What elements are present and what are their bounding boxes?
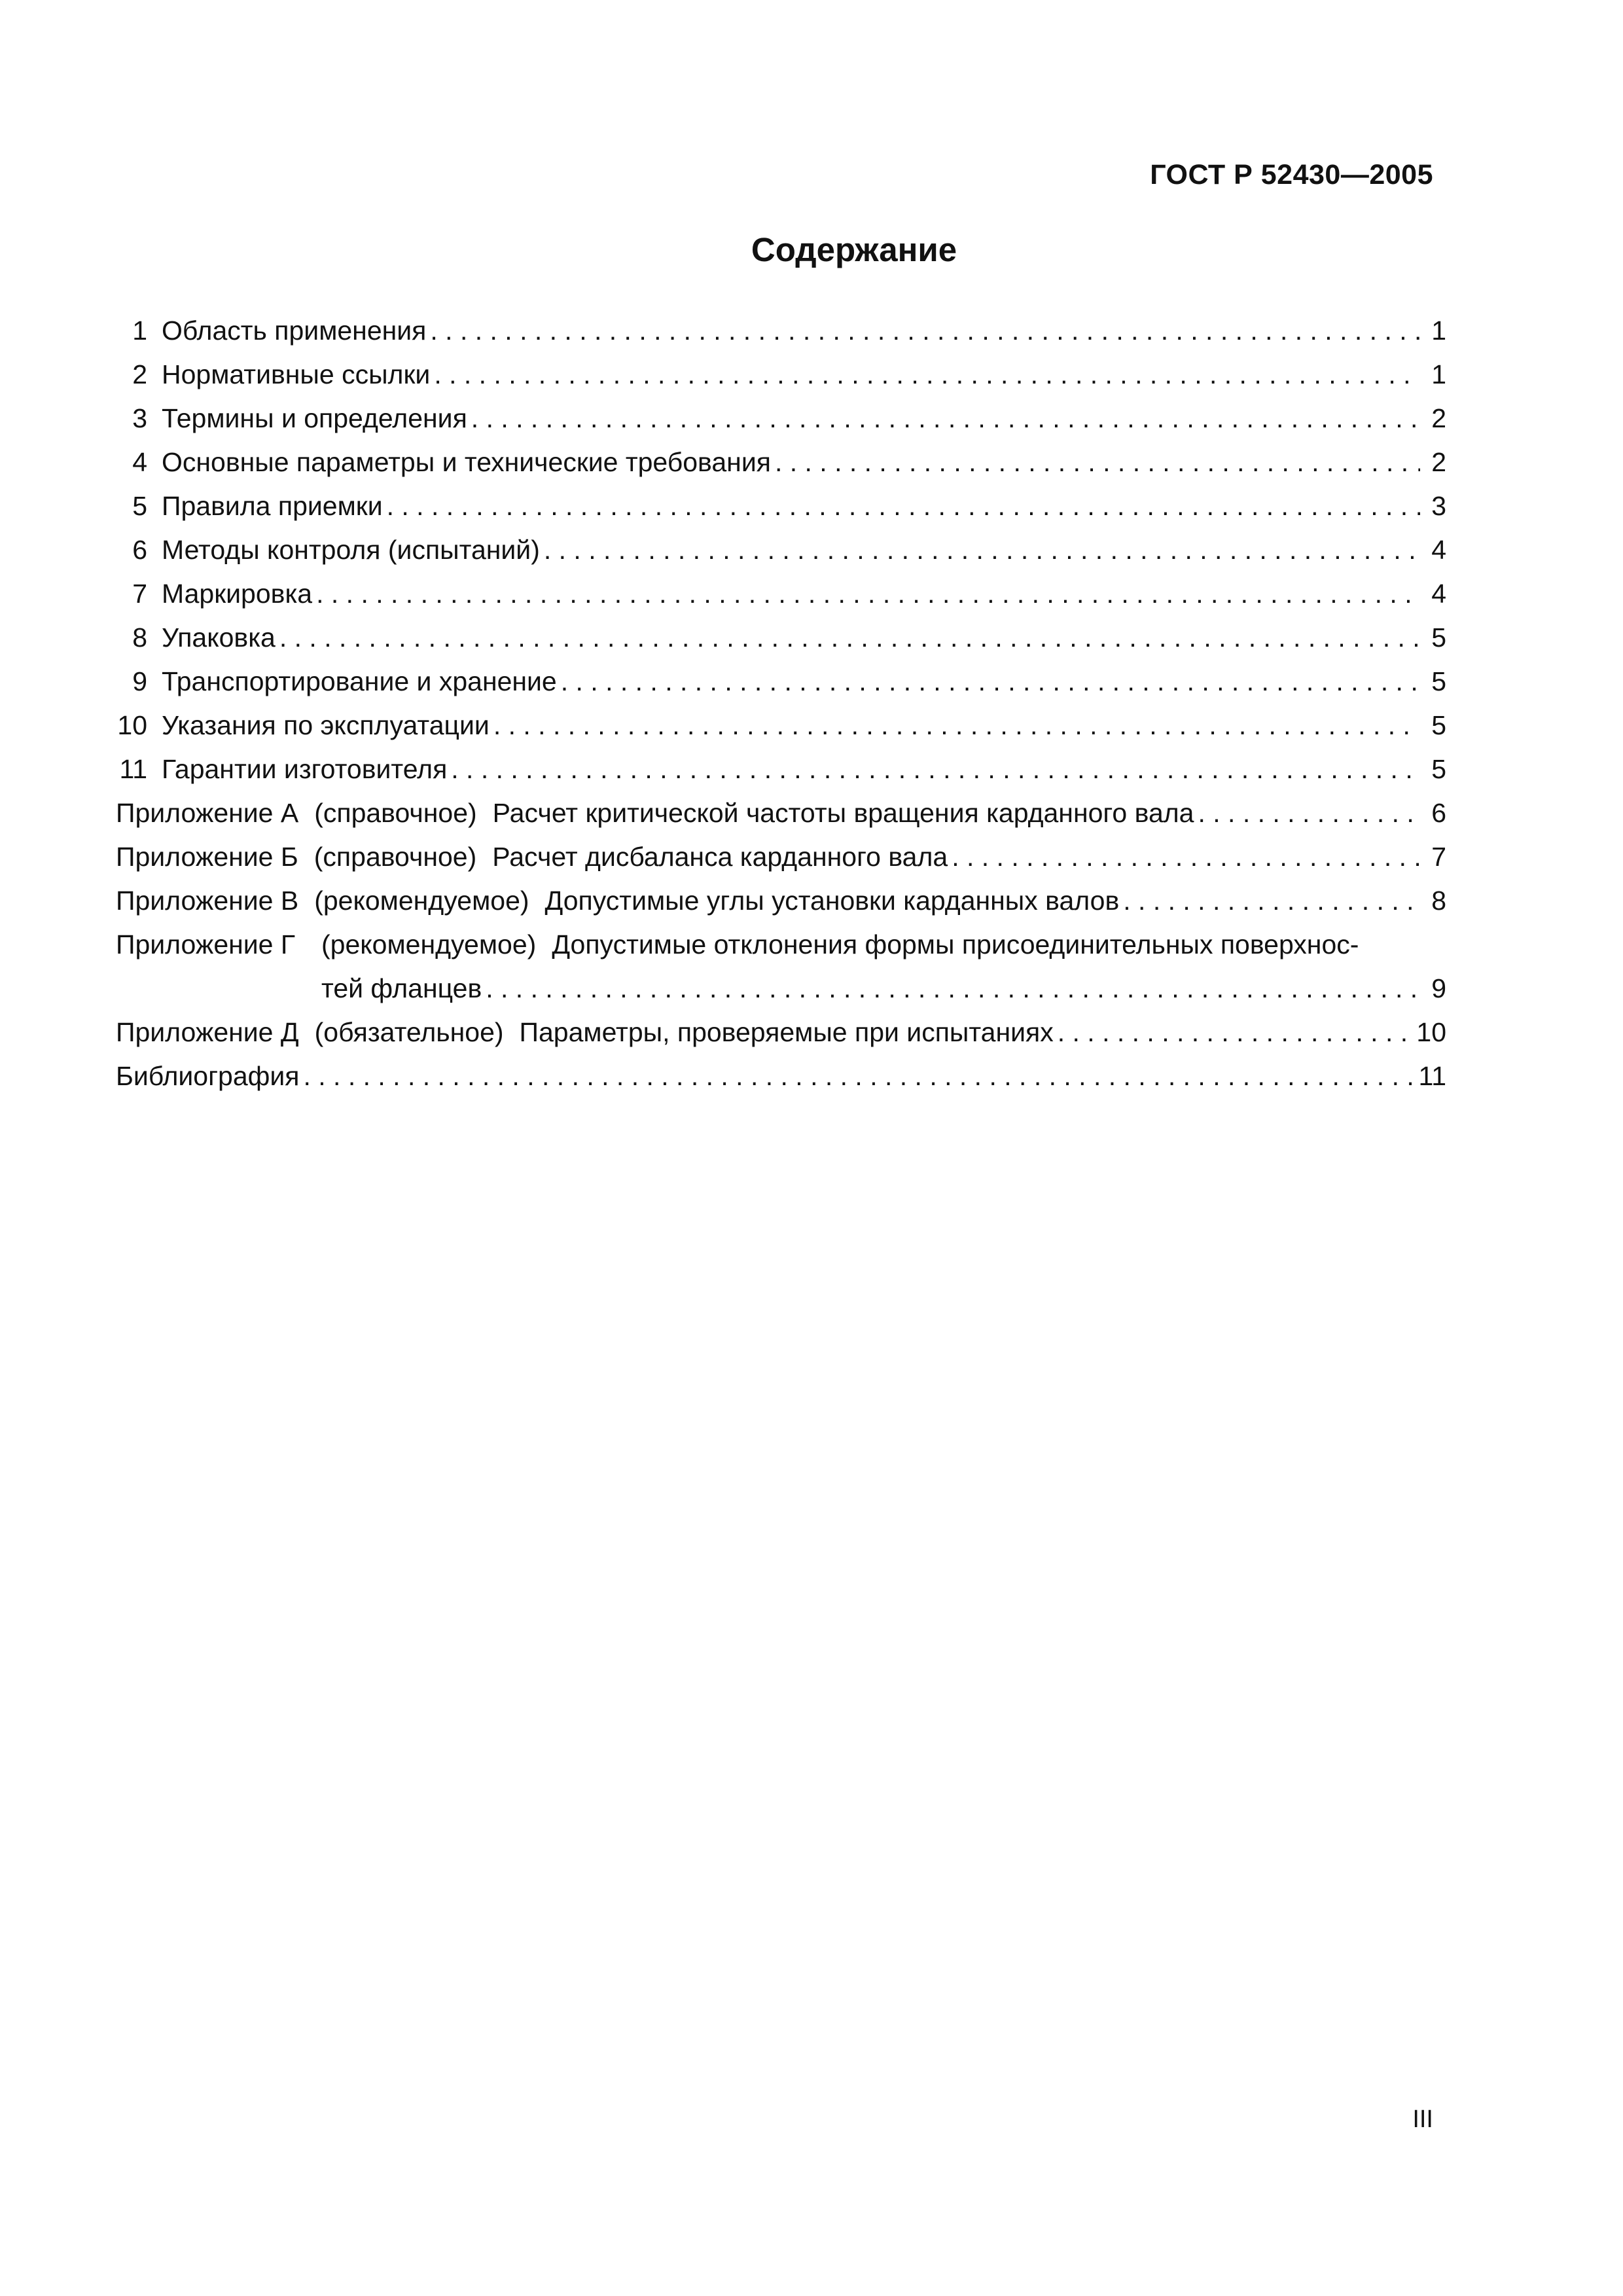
toc-entry-page: 1 [1431, 359, 1446, 389]
toc-entry-page: 2 [1431, 403, 1446, 433]
toc-entry-number: 5 [132, 491, 147, 521]
toc-entry-page: 10 [1416, 1017, 1446, 1047]
toc-entry-page: 9 [1431, 973, 1446, 1003]
toc-appendix-v[interactable] [116, 879, 1446, 923]
toc-appendix-b[interactable] [116, 835, 1446, 879]
toc-entry-1[interactable] [116, 309, 1446, 353]
toc-entry-number: 11 [119, 754, 147, 784]
leader-dots [493, 704, 1420, 747]
toc-entry-number: 2 [132, 359, 147, 389]
leader-dots [316, 572, 1420, 616]
toc-entry-page: 1 [1431, 315, 1446, 346]
leader-dots [952, 835, 1420, 879]
toc-entry-3[interactable] [116, 397, 1446, 440]
toc-entry-number: 1 [132, 315, 147, 346]
toc-entry-number: 6 [132, 535, 147, 565]
toc-entry-8[interactable] [116, 616, 1446, 660]
toc-entry-title: Указания по эксплуатации [162, 710, 490, 740]
bibliography-title: Библиография [116, 1061, 300, 1091]
appendix-prefix: Приложение Б [116, 842, 298, 872]
toc-entry-title: Методы контроля (испытаний) [162, 535, 540, 565]
toc-entry-7[interactable] [116, 572, 1446, 616]
toc-entry-4[interactable] [116, 440, 1446, 484]
appendix-kind: (обязательное) [314, 1017, 504, 1047]
toc-bibliography[interactable] [116, 1054, 1446, 1098]
toc-entry-title: Область применения [162, 315, 427, 346]
toc-entry-title: Основные параметры и технические требования [162, 447, 771, 477]
toc-entry-page: 5 [1431, 666, 1446, 696]
appendix-kind: (рекомендуемое) [314, 886, 529, 916]
toc-entry-page: 4 [1431, 579, 1446, 609]
leader-dots [303, 1054, 1412, 1098]
appendix-prefix: Приложение Г [116, 929, 296, 960]
toc-entry-page: 8 [1431, 886, 1446, 916]
toc-entry-title: Маркировка [162, 579, 313, 609]
toc-entry-2[interactable] [116, 353, 1446, 397]
leader-dots [1198, 791, 1420, 835]
leader-dots [471, 397, 1420, 440]
table-of-contents [116, 309, 1446, 1098]
leader-dots [561, 660, 1420, 704]
toc-entry-page: 4 [1431, 535, 1446, 565]
toc-entry-title: Правила приемки [162, 491, 383, 521]
leader-dots [1123, 879, 1420, 923]
toc-entry-title: Гарантии изготовителя [162, 754, 448, 784]
document-code: ГОСТ Р 52430—2005 [1150, 159, 1433, 190]
toc-appendix-a[interactable] [116, 791, 1446, 835]
toc-entry-page: 11 [1418, 1061, 1446, 1091]
toc-entry-page: 6 [1431, 798, 1446, 828]
appendix-title: Допустимые отклонения формы присоединительных поверхнос- [552, 929, 1359, 960]
leader-dots [279, 616, 1420, 660]
page-number: III [1412, 2106, 1433, 2133]
leader-dots [434, 353, 1420, 397]
appendix-kind: (справочное) [313, 842, 477, 872]
toc-entry-number: 10 [117, 710, 147, 740]
toc-entry-10[interactable] [116, 704, 1446, 747]
toc-entry-page: 7 [1431, 842, 1446, 872]
toc-entry-title: Термины и определения [162, 403, 467, 433]
toc-entry-number: 8 [132, 622, 147, 653]
toc-entry-number: 7 [132, 579, 147, 609]
toc-entry-5[interactable] [116, 484, 1446, 528]
toc-entry-page: 3 [1431, 491, 1446, 521]
appendix-prefix: Приложение Д [116, 1017, 299, 1047]
toc-entry-9[interactable] [116, 660, 1446, 704]
toc-entry-title: Упаковка [162, 622, 276, 653]
leader-dots [387, 484, 1420, 528]
toc-entry-page: 5 [1431, 754, 1446, 784]
appendix-title: Расчет критической частоты вращения карданного вала [492, 798, 1194, 828]
leader-dots [451, 747, 1420, 791]
toc-entry-title: Нормативные ссылки [162, 359, 431, 389]
toc-appendix-d[interactable] [116, 1011, 1446, 1054]
toc-entry-page: 5 [1431, 710, 1446, 740]
toc-entry-title: Транспортирование и хранение [162, 666, 557, 696]
appendix-prefix: Приложение В [116, 886, 299, 916]
leader-dots [544, 528, 1420, 572]
appendix-title: Расчет дисбаланса карданного вала [492, 842, 948, 872]
appendix-kind: (справочное) [314, 798, 477, 828]
appendix-kind: (рекомендуемое) [321, 929, 537, 960]
leader-dots [486, 967, 1420, 1011]
toc-entry-number: 9 [132, 666, 147, 696]
toc-entry-page: 2 [1431, 447, 1446, 477]
toc-appendix-g[interactable] [116, 923, 1446, 967]
toc-entry-number: 4 [132, 447, 147, 477]
leader-dots [430, 309, 1420, 353]
toc-entry-page: 5 [1431, 622, 1446, 653]
toc-entry-6[interactable] [116, 528, 1446, 572]
toc-title: Содержание [751, 231, 957, 268]
appendix-prefix: Приложение А [116, 798, 299, 828]
toc-entry-number: 3 [132, 403, 147, 433]
toc-appendix-g-continuation[interactable] [116, 967, 1446, 1011]
leader-dots [1058, 1011, 1410, 1054]
appendix-title: Допустимые углы установки карданных валов [544, 886, 1120, 916]
appendix-title-continuation: тей фланцев [321, 973, 482, 1003]
toc-entry-11[interactable] [116, 747, 1446, 791]
leader-dots [775, 440, 1420, 484]
appendix-title: Параметры, проверяемые при испытаниях [519, 1017, 1054, 1047]
